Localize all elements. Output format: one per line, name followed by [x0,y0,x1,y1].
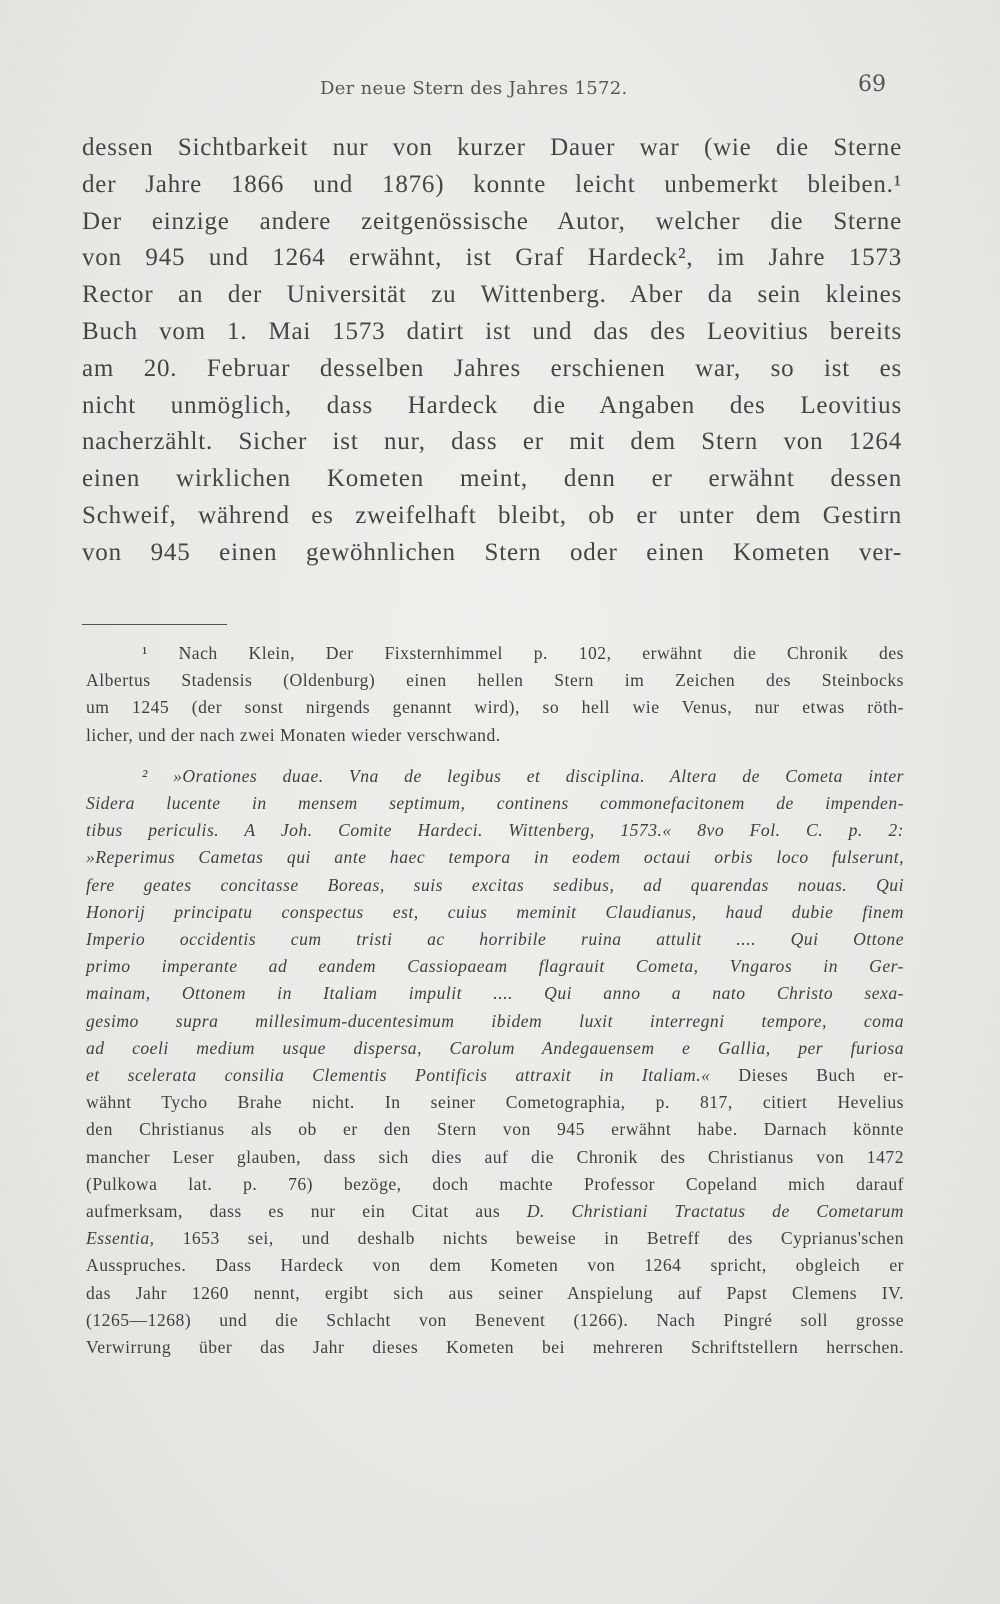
footnote-2-line: ad coeli medium usque dispersa, Carolum Andegauensem e Gallia, per furiosa [86,1037,904,1058]
text-line: der Jahre 1866 und 1876) konnte leicht unbemerkt bleiben.¹ [82,170,902,198]
text-line: nacherzählt. Sicher ist nur, dass er mit dem Stern von 1264 [82,428,902,456]
footnote-2-line: ² »Orationes duae. Vna de legibus et disciplina. Altera de Cometa inter [142,765,904,786]
footnote-2-line [86,1225,904,1252]
text-line: Schweif, während es zweifelhaft bleibt, ob er unter dem Gestirn [82,501,902,529]
footnote-2-line: mainam, Ottonem in Italiam impulit .... Qui anno a nato Christo sexa- [86,983,904,1004]
text-line: dessen Sichtbarkeit nur von kurzer Dauer war (wie die Sterne [82,134,902,161]
footnote-2-line: tibus periculis. A Joh. Comite Hardeci. Wittenberg, 1573.« 8vo Fol. C. p. 2: [86,820,904,841]
footnote-2-line: das Jahr 1260 nennt, ergibt sich aus seiner Anspielung auf Papst Clemens IV. [86,1282,904,1303]
footnote-2-line: (1265—1268) und die Schlacht von Benevent (1266). Nach Pingré soll grosse [86,1309,904,1330]
footnote-separator [82,624,227,625]
footnote-2-line: (Pulkowa lat. p. 76) bezöge, doch machte Professor Copeland mich darauf [86,1173,904,1194]
footnote-2-line: Verwirrung über das Jahr dieses Kometen bei mehreren Schriftstellern herrschen. [86,1337,904,1358]
latin-quote-end: et scelerata consilia Clementis Pontificis attraxit in Italiam.« [86,1065,711,1086]
main-text [82,130,902,572]
footnote-2-line: mancher Leser glauben, dass sich dies auf die Chronik des Christianus von 1472 [86,1146,904,1167]
text-line: Buch vom 1. Mai 1573 datirt ist und das des Leovitius bereits [82,317,902,345]
text-line: am 20. Februar desselben Jahres erschienen war, so ist es [82,354,902,382]
footnote-2-line: primo imperante ad eandem Cassiopaeam flagrauit Cometa, Vngaros in Ger- [86,956,904,977]
text-line: einen wirklichen Kometen meint, denn er erwähnt dessen [82,465,902,493]
footnote-1-line: ¹ Nach Klein, Der Fixsternhimmel p. 102, erwähnt die Chronik des [142,643,904,663]
footnote-2-line: »Reperimus Cametas qui ante haec tempora in eodem octaui orbis loco fulserunt, [86,847,904,868]
footnote-2-line: Honorij principatu conspectus est, cuius meminit Claudianus, haud dubie finem [86,901,904,922]
latin-title: D. Christiani Tractatus de Cometarum [526,1201,904,1222]
footnote-1-line: um 1245 (der sonst nirgends genannt wird), so hell wie Venus, nur etwas röth- [86,697,904,718]
footnote-2-line: gesimo supra millesimum-ducentesimum ibidem luxit interregni tempore, coma [86,1010,904,1031]
footnote-gap [86,749,904,763]
footnote-2-line [86,1062,904,1089]
text-line: von 945 einen gewöhnlichen Stern oder einen Kometen ver- [82,538,902,566]
footnote-1-line: licher, und der nach zwei Monaten wieder verschwand. [86,724,501,745]
text-line: Der einzige andere zeitgenössische Autor, welcher die Sterne [82,207,902,235]
german-text: aufmerksam, dass es nur ein Citat aus [86,1201,527,1222]
text-line: Rector an der Universität zu Wittenberg. Aber da sein kleines [82,281,902,309]
footnote-2-line: Ausspruches. Dass Hardeck von dem Kometen von 1264 spricht, obgleich er [86,1255,904,1276]
german-text: 1653 sei, und deshalb nichts beweise in Betreff des Cyprianus'schen [154,1228,904,1249]
footnote-2-line: wähnt Tycho Brahe nicht. In seiner Cometographia, p. 817, citiert Hevelius [86,1092,904,1113]
footnote-2-line: den Christianus als ob er den Stern von 945 erwähnt habe. Darnach könnte [86,1119,904,1140]
text-line: nicht unmöglich, dass Hardeck die Angaben des Leovitius [82,391,902,419]
footnote-2-line: fere geates concitasse Boreas, suis excitas sedibus, ad quarendas nouas. Qui [86,874,904,895]
footnote-1-line: Albertus Stadensis (Oldenburg) einen hellen Stern im Zeichen des Steinbocks [86,670,904,691]
running-title: Der neue Stern des Jahres 1572. [320,78,628,99]
footnote-2-line [86,1198,904,1225]
footnote-2-line: Imperio occidentis cum tristi ac horribile ruina attulit .... Qui Ottone [86,929,904,950]
footnote-2-line: Sidera lucente in mensem septimum, continens commonefacitonem de impenden- [86,793,904,814]
latin-title: Essentia, [86,1228,155,1249]
footnotes [86,640,904,1361]
page-number: 69 [858,72,886,97]
text-line: von 945 und 1264 erwähnt, ist Graf Hardeck², im Jahre 1573 [82,244,902,272]
german-text: Dieses Buch er- [710,1065,904,1086]
